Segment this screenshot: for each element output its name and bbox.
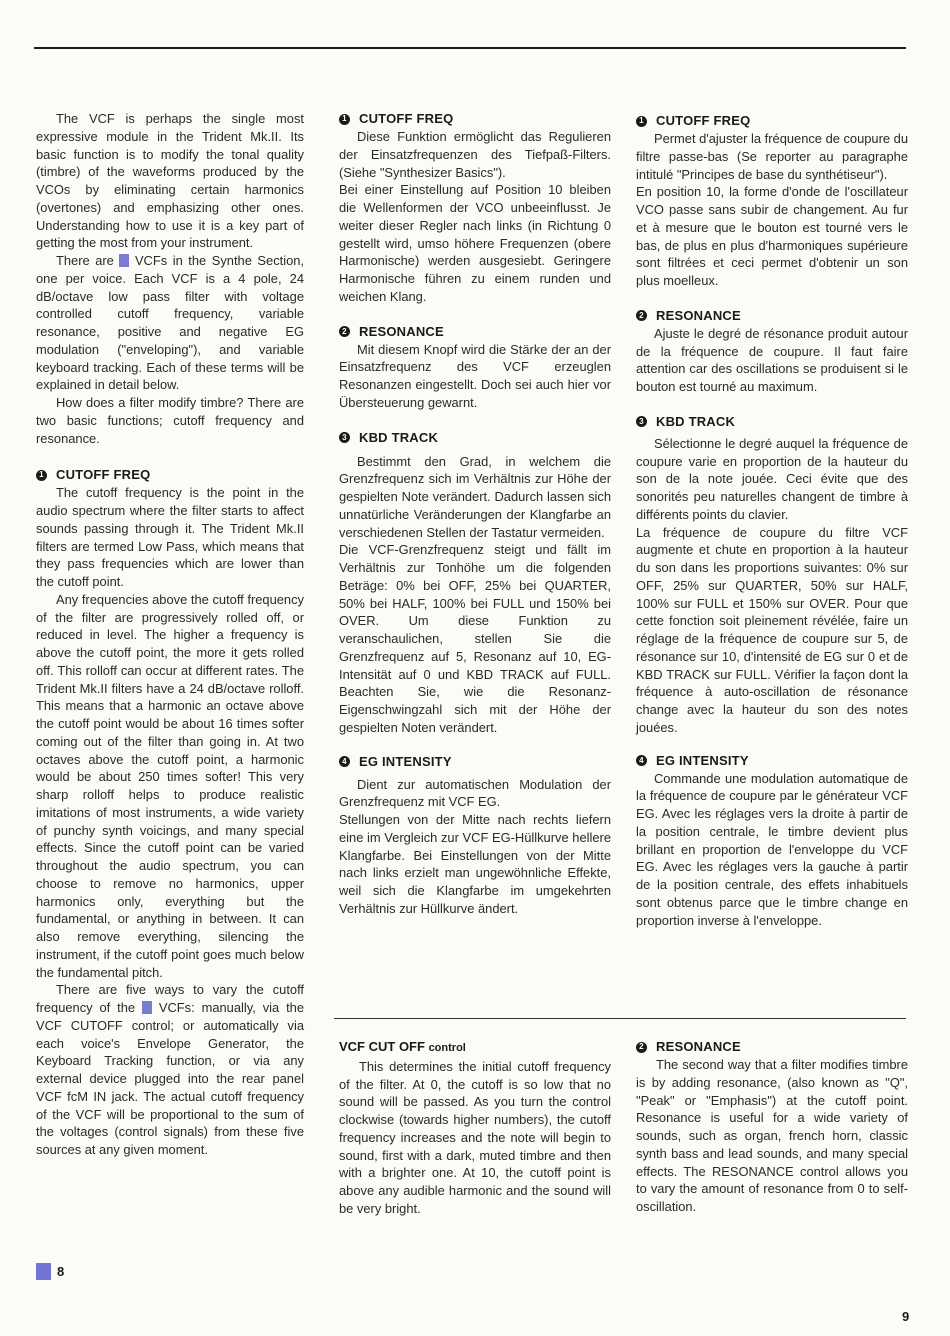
number-badge-icon: 4 [339, 756, 350, 767]
eg-text-de: Dient zur automatischen Modulation der Grenzfrequenz mit VCF EG. [339, 776, 611, 810]
cutoff-freq-heading-label: CUTOFF FREQ [56, 467, 151, 483]
cutoff-freq-heading-fr [636, 112, 908, 130]
vcf-count-paragraph: There are VCFs in the Synthe Section, one per voice. Each VCF is a 4 pole, 24 dB/octave low pass filter with voltage controlled cutoff frequency, variable resonance, positive and negative EG modulation ("enveloping"), and variable keyboard tracking. Each of these terms will be explained in detail below. [36, 253, 304, 393]
kbd-track-heading-de [339, 429, 611, 447]
kbd-text-fr: Sélectionne le degré auquel la fréquence de coupure varie en proportion de la hauteur du son de la note jouée. Ceci évite que des sonorités peu naturelles changent de timbre à différents points du clavier. [636, 435, 908, 522]
five-ways-paragraph: There are five ways to vary the cutoff frequency of the VCFs: manually, via the VCF CUTOFF control; or automatically via each voice's Envelope Generator, the Keyboard Tracking function, or via any external device plugged into the rear panel VCF fcM IN jack. The actual cutoff frequency of the VCF will be proportional to the sum of the voltages (control signals) from these five sources at any given moment. [36, 982, 304, 1157]
page-marker-square [36, 1263, 51, 1280]
rolloff-paragraph: Any frequencies above the cutoff frequency of the filter are progressively rolled off, or reduced in level. The higher a frequency is above the cutoff point, the more it gets rolled off. This rolloff can occur at different rates. The Trident Mk.II filters have a 24 dB/octave rolloff. This means that a harmonic an octave above the cutoff point would be about 16 times softer coming out of the filter than going in. At two octaves above the cutoff point, a harmonic would be about 250 times softer! This very sharp rolloff helps to produce realistic imitations of most instruments, a wide variety of punchy synth voicings, and many special effects. Since the cutoff point can be varied throughout the audio spectrum, you can choose to remove no harmonics, upper harmonics only, everything but the fundamental, or anything in between. It can also remove everything, silencing the instrument, if the cutoff point goes much below the fundamental pitch. [36, 591, 304, 980]
resonance-text-fr: Ajuste le degré de résonance produit autour de la fréquence de coupure. Il faut faire attention car des oscillations se produisent si le bouton est tourné au maximum. [636, 325, 908, 394]
number-badge-icon: 2 [636, 310, 647, 321]
filter-question-paragraph: How does a filter modify timbre? There are two basic functions; cutoff frequency and resonance. [36, 395, 304, 446]
cutoff-text2-fr: En position 10, la forme d'onde de l'oscillateur VCO passe sans subir de changement. Au fur et à mesure que le bouton est tourné vers le bas, de plus en plus d'harmoniques supérieure sont filtrées et ceci permet d'obtenir un son plus moelleux. [636, 184, 908, 288]
resonance-heading-label: RESONANCE [656, 1039, 741, 1055]
column-english-left [36, 110, 304, 1159]
blue-square-marker [119, 254, 129, 267]
kbd-text2-de: Die VCF-Grenzfrequenz steigt und fällt im Verhältnis zur Tonhöhe um die folgenden Beträge: 0% bei OFF, 25% bei QUARTER, 50% bei HALF, 100% bei FULL und 150% bei OVER. Um diese Funktion zu veranschaulichen, stellen Sie die Grenzfrequenz auf 5, Resonanz auf 10, EG-Intensität auf 0 und KBD TRACK auf FULL. Beachten Sie, wie die Resonanz-Eigenschwingzahl sich mit der Höhe der gespielten Noten verändert. [339, 542, 611, 735]
resonance-heading-fr [636, 307, 908, 325]
cutoff-freq-heading-label: CUTOFF FREQ [359, 111, 454, 127]
number-badge-icon: 2 [339, 326, 350, 337]
number-badge-icon: 3 [636, 416, 647, 427]
blue-square-marker [142, 1001, 152, 1014]
resonance-heading-de [339, 323, 611, 341]
eg-text-fr: Commande une modulation automatique de la fréquence de coupure par le générateur VCF EG. Avec les réglages vers la droite à partir de la position centrale, le timbre devient plus brillant en proportion de l'enveloppe du VCF EG. Avec les réglages vers la gauche à partir de la position centrale, des effets inhabituels sont obtenus parce que le timbre change en proportion inverse à l'enveloppe. [636, 770, 908, 928]
number-badge-icon: 3 [339, 432, 350, 443]
eg-intensity-heading-label: EG INTENSITY [656, 752, 749, 768]
right-page-number: 9 [902, 1309, 910, 1324]
cutoff-freq-heading [36, 466, 304, 484]
cutoff-text-de: Diese Funktion ermöglicht das Regulieren der Einsatzfrequenzen des Tiefpaß-Filters. (Siehe "Synthesizer Basics"). [339, 129, 611, 180]
column-french [636, 112, 908, 929]
resonance-text-en: The second way that a filter modifies timbre is by adding resonance, (also known as "Q", "Peak" or "Emphasis") at the cutoff point. Resonance is useful for a wide variety of sounds, such as organ, french horn, classic synth bass and lead sounds, and many special effects. The RESONANCE control allows you to vary the amount of resonance from 0 to self-oscillation. [636, 1057, 908, 1214]
kbd-track-heading-label: KBD TRACK [656, 413, 736, 429]
vcf-cutoff-control-heading: VCF CUT OFF control [339, 1039, 466, 1054]
resonance-heading-label: RESONANCE [359, 323, 444, 339]
resonance-heading-en [636, 1038, 908, 1056]
cutoff-text-fr: Permet d'ajuster la fréquence de coupure du filtre passe-bas (Se reporter au paragraphe intitulé "Principes de base du synthétiseur"). [636, 131, 908, 182]
vcf-cutoff-control-section [339, 1038, 611, 1218]
resonance-heading-label: RESONANCE [656, 307, 741, 323]
kbd-text2-fr: La fréquence de coupure du filtre VCF augmente et chute en proportion à la hauteur du son dans les proportions suivantes: 0% sur OFF, 25% sur QUARTER, 50% sur HALF, 100% sur FULL et 150% sur OVER. Pour que cette fonction soit pleinement révélée, faire un réglage de la fréquence de coupure sur 5, de résonance sur 10, d'intensité de EG sur 0 et de KBD TRACK sur FULL. Vérifier la façon dont la fréquence à auto-oscillation de résonance change avec la hauteur du son des notes jouées. [636, 524, 908, 735]
resonance-text-de: Mit diesem Knopf wird die Stärke der an der Einsatzfrequenz des VCF erzeuglen Resonanzen eingestellt. Doch sei auch hier vor Übersteuerung gewarnt. [339, 341, 611, 410]
kbd-track-heading-label: KBD TRACK [359, 429, 439, 445]
vcf-cutoff-control-text: This determines the initial cutoff frequency of the filter. At 0, the cutoff is so low that no sound will be passed. As you turn the control clockwise (towards higher numbers), the cutoff frequency increases and the note will begin to sound, first with a dark, muted timbre and then with a brighter one. At 10, the cutoff point is above any audible harmonic and the sound will be very bright. [339, 1058, 611, 1216]
resonance-english-section [636, 1038, 908, 1216]
section-divider [334, 1018, 906, 1019]
number-badge-icon: 1 [636, 116, 647, 127]
eg-intensity-heading-label: EG INTENSITY [359, 753, 452, 769]
top-rule [34, 47, 906, 49]
left-page-number: 8 [57, 1264, 65, 1279]
eg-intensity-heading-fr [636, 752, 908, 770]
intro-paragraph: The VCF is perhaps the single most expressive module in the Trident Mk.II. Its basic function is to modify the tonal quality (timbre) of the waveforms produced by the VCOs by eliminating certain harmonics (overtones) and emphasizing other ones. Understanding how to use it is a key part of getting the most from your instrument. [36, 111, 304, 251]
eg-intensity-heading-de [339, 753, 611, 771]
cutoff-freq-heading-label: CUTOFF FREQ [656, 113, 751, 129]
number-badge-icon: 1 [36, 470, 47, 481]
kbd-track-heading-fr [636, 413, 908, 431]
number-badge-icon: 2 [636, 1042, 647, 1053]
eg-text2-de: Stellungen von der Mitte nach rechts liefern eine im Vergleich zur VCF EG-Hüllkurve hellere Klangfarbe. Bei Einstellungen von der Mitte nach links erzielt man ungewöhnliche Effekte, weil sich die Klangfarbe im umgekehrten Verhältnis zur Hüllkurve ändert. [339, 812, 611, 916]
number-badge-icon: 1 [339, 114, 350, 125]
cutoff-text2-de: Bei einer Einstellung auf Position 10 bleiben die Wellenformen der VCO unbeeinflusst. Je weiter dieser Regler nach links (in Richtung 0 gestellt wird, umso höhere Frequenzen (obere Harmonische) werden ausgesiebt. Geringere Harmonische führen zu einem runden und weichen Klang. [339, 182, 611, 304]
cutoff-freq-heading-de [339, 110, 611, 128]
cutoff-paragraph: The cutoff frequency is the point in the audio spectrum where the filter starts to affect sounds passing through it. The Trident Mk.II filters are termed Low Pass, which means that they pass frequencies which are lower than the cutoff point. [36, 485, 304, 589]
number-badge-icon: 4 [636, 755, 647, 766]
column-german [339, 110, 611, 918]
kbd-text-de: Bestimmt den Grad, in welchem die Grenzfrequenz sich im Verhältnis zur Höhe der gespielten Note verändert. Dadurch lassen sich unnatürliche Veränderungen der Klangfarbe an verschiedenen Stellen der Tastatur vermeiden. [339, 453, 611, 540]
